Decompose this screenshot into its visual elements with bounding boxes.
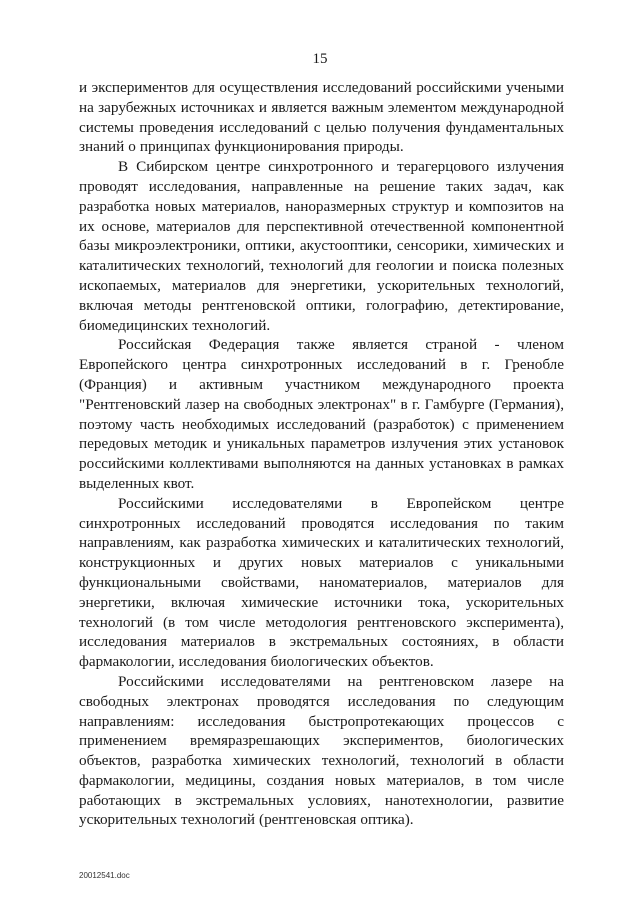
- paragraph-siberian-center: В Сибирском центре синхротронного и терагерцового излучения проводят исследования, направленные на решение таких задач, как разработка новых материалов, наноразмерных структур и композитов на их основе, материалов для перспективной отечественной компонентной базы микроэлектроники, оптики, акустооптики, сенсорики, химических и каталитических технологий, технологий для геологии и поиска полезных ископаемых, материалов для энергетики, ускорительных технологий, включая методы рентгеновской оптики, голографию, детектирование, биомедицинских технологий.: [79, 158, 564, 334]
- paragraph-european-center: Российскими исследователями в Европейском центре синхротронных исследований проводятся исследования по таким направлениям, как разработка химических и каталитических технологий, конструкционных и других новых материалов с уникальными функциональными свойствами, наноматериалов, материалов для энергетики, включая химические источники тока, ускорительных технологий (в том числе методология рентгеновского эксперимента), исследования материалов в экстремальных состояниях, в области фармакологии, исследования биологических объектов.: [79, 494, 564, 671]
- page-number: 15: [312, 51, 328, 67]
- paragraph-xfel: Российскими исследователями на рентгеновском лазере на свободных электронах проводятся исследования по следующим направлениям: исследования быстропротекающих процессов с применением времяразрешающих экспериментов, биологических объектов, разработка химических технологий, технологий в области фармакологии, медицины, создания новых материалов, в том числе работающих в экстремальных условиях, нанотехнологии, развитие ускорительных технологий (рентгеновская оптика).: [79, 672, 564, 829]
- paragraph-continuation: и экспериментов для осуществления исследований российскими учеными на зарубежных источниках и является важным элементом международной системы проведения исследований с целью получения фундаментальных знаний о принципах функционирования природы.: [79, 79, 564, 156]
- document-body: [79, 78, 564, 830]
- footer-filename: 20012541.doc: [79, 871, 130, 880]
- paragraph-russian-federation: Российская Федерация также является страной - членом Европейского центра синхротронных исследований в г. Гренобле (Франция) и активным участником международного проекта "Рентгеновский лазер на свободных электронах" в г. Гамбурге (Германия), поэтому часть необходимых исследований (разработок) с применением передовых методик и уникальных параметров излучения этих установок российскими коллективами выполняются на данных установках в рамках выделенных квот.: [79, 336, 564, 492]
